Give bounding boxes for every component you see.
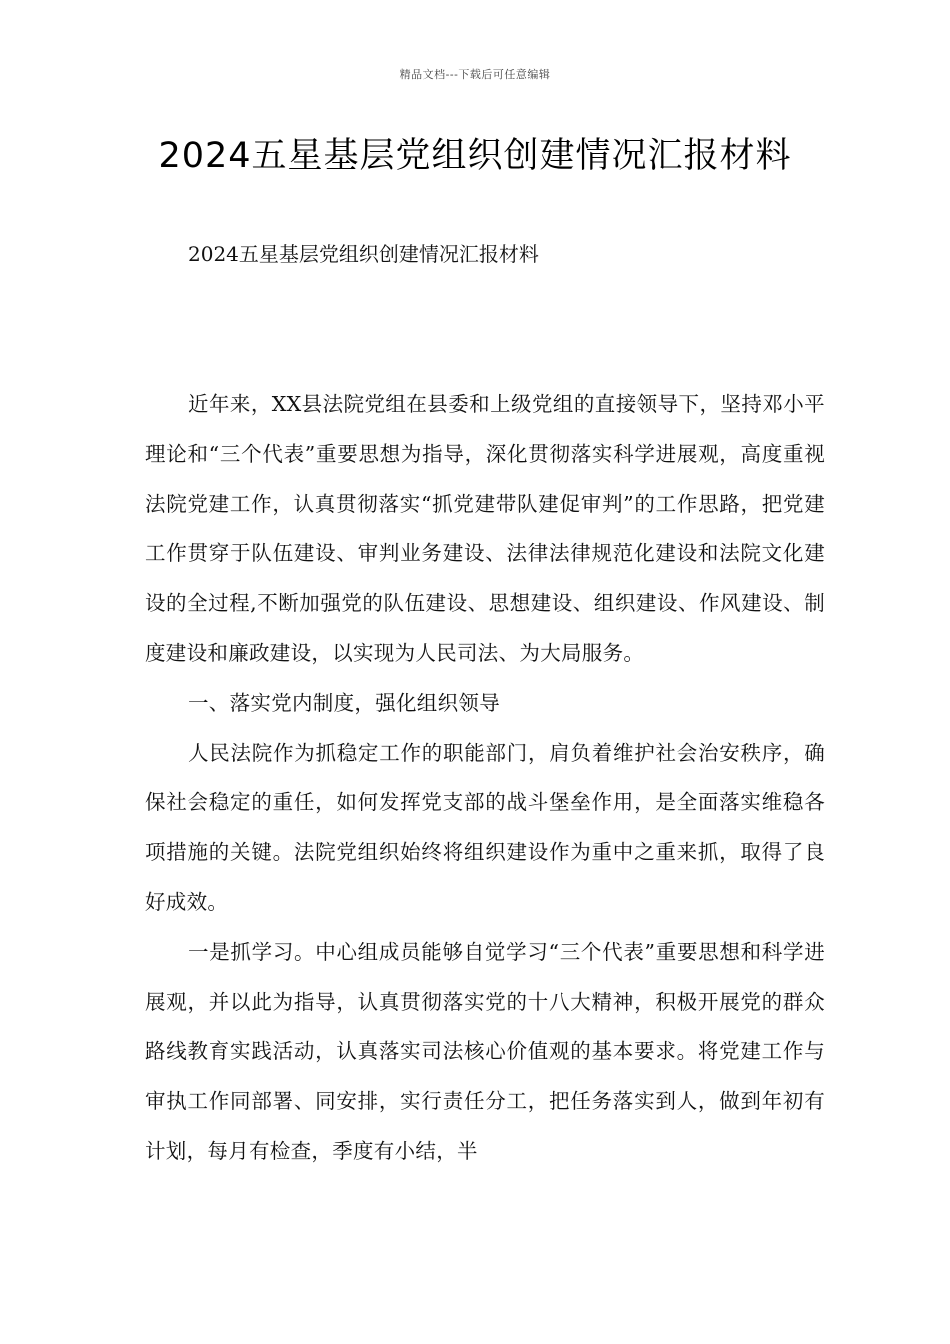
paragraph-intro: 近年来，XX县法院党组在县委和上级党组的直接领导下，坚持邓小平理论和“三个代表”重要思想为指导，深化贯彻落实科学进展观，高度重视法院党建工作，认真贯彻落实“抓党建带队建促审判”的工作思路，把党建工作贯穿于队伍建设、审判业务建设、法律法律规范化建设和法院文化建设的全过程,不断加强党的队伍建设、思想建设、组织建设、作风建设、制度建设和廉政建设，以实现为人民司法、为大局服务。 [145, 392, 825, 665]
document-body [145, 380, 825, 1177]
paragraph-study: 一是抓学习。中心组成员能够自觉学习“三个代表”重要思想和科学进展观，并以此为指导，认真贯彻落实党的十八大精神，积极开展党的群众路线教育实践活动，认真落实司法核心价值观的基本要求。将党建工作与审执工作同部署、同安排，实行责任分工，把任务落实到人，做到年初有计划，每月有检查，季度有小结，半 [145, 939, 825, 1163]
section-heading-1: 一、落实党内制度，强化组织领导 [188, 690, 500, 715]
paragraph-section-1: 人民法院作为抓稳定工作的职能部门，肩负着维护社会治安秩序，确保社会稳定的重任，如何发挥党支部的战斗堡垒作用，是全面落实维稳各项措施的关键。法院党组织始终将组织建设作为重中之重来抓，取得了良好成效。 [145, 740, 825, 914]
document-subtitle: 2024五星基层党组织创建情况汇报材料 [188, 242, 539, 266]
document-title: 2024五星基层党组织创建情况汇报材料 [158, 136, 792, 176]
header-note: 精品文档---下载后可任意编辑 [399, 68, 551, 81]
